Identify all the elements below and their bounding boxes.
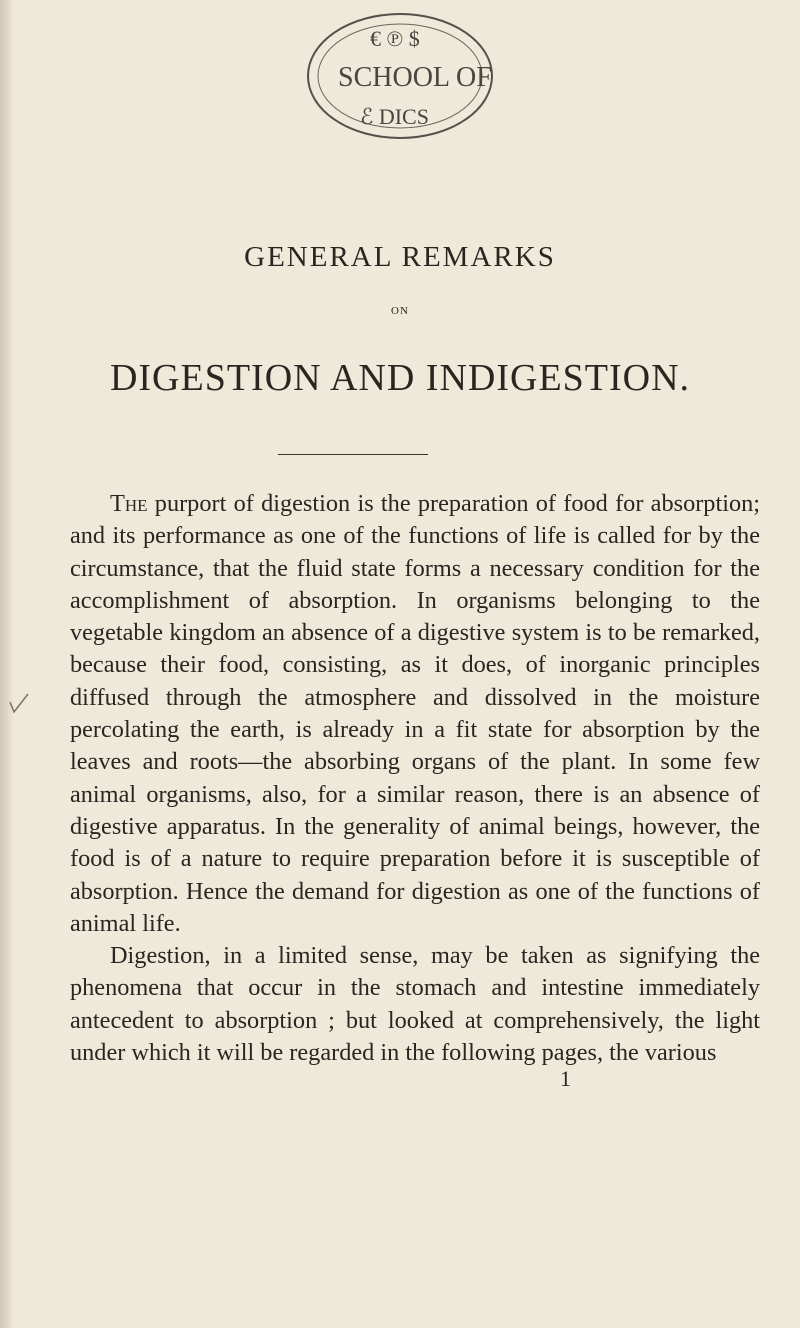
library-stamp-icon [300,6,500,156]
title-connector: ON [391,305,409,317]
paragraph-2: Digestion, in a limited sense, may be taken as signifying the phenomena that occur in the stomach and intestine immediately antecedent to absorption ; but looked at comprehensively, the light under which it will be regarded in the following pages, the various [70,942,760,1067]
page-number: 1 [560,1066,571,1091]
svg-text:€ ℗ $: € ℗ $ [370,26,420,51]
svg-text:ℰ DICS: ℰ DICS [360,104,429,129]
svg-text:SCHOOL OF: SCHOOL OF [338,62,492,93]
body-text [70,488,760,1069]
paragraph-1-lead: The [110,490,148,517]
title-line-2: DIGESTION AND INDIGESTION. [109,357,691,399]
title-line-1: GENERAL REMARKS [244,241,556,273]
margin-check-mark-icon [2,690,32,730]
paragraph-1-text: purport of digestion is the preparation of food for absorption; and its performance as one of the functions of life is called for by the circumstance, that the fluid state forms a necessary condition for the accomplishment of absorption. In organisms belonging to the vegetable kingdom an absence of a digestive system is to be remarked, because their food, consisting, as it does, of inorganic principles diffused through the atmosphere and dissolved in the moisture percolating the earth, is already in a fit state for absorption by the leaves and roots—the absorbing organs of the plant. In some few animal organisms, also, for a similar reason, there is an absence of digestive apparatus. In the generality of animal beings, however, the food is of a nature to require preparation before it is susceptible of absorption. Hence the demand for digestion as one of the functions of animal life. [70,490,761,937]
title-rule [278,454,428,455]
paragraph-1 [70,488,760,940]
page-edge-shadow [0,0,14,1328]
